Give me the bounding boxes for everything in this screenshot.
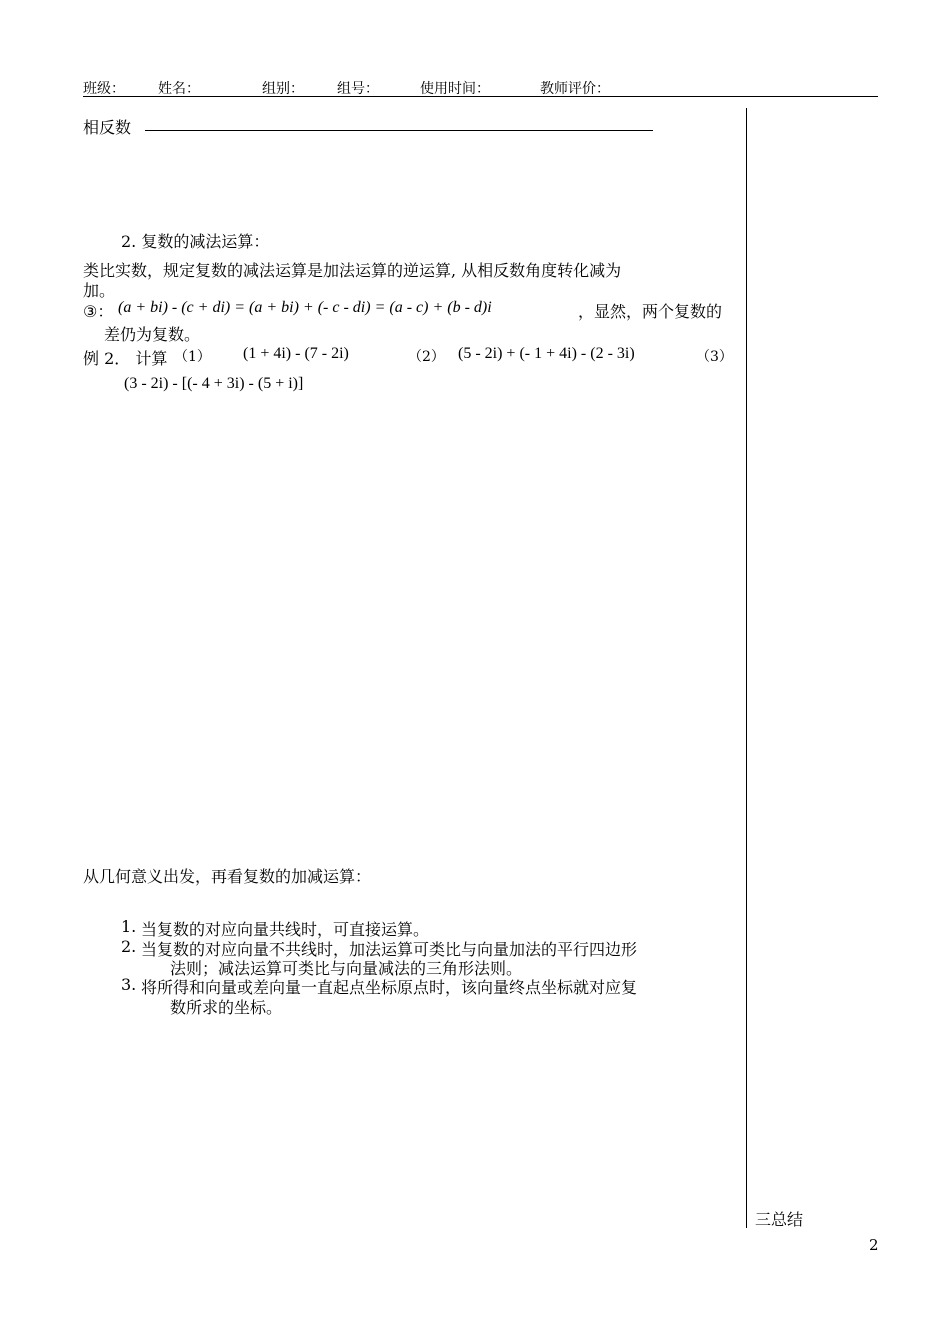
geometry-item3-continuation: 数所求的坐标。 xyxy=(170,998,283,1017)
subtraction-text-line3: 差仍为复数。 xyxy=(104,325,201,344)
example2-expression2: (5 - 2i) + (- 1 + 4i) - (2 - 3i) xyxy=(458,345,635,362)
geometry-item3-text: 将所得和向量或差向量一直起点坐标原点时，该向量终点坐标就对应复 xyxy=(141,978,638,997)
opposite-number-label: 相反数 xyxy=(83,118,132,137)
formula-prefix: ③： xyxy=(83,302,114,321)
example2-expression3: (3 - 2i) - [(- 4 + 3i) - (5 + i)] xyxy=(124,375,304,392)
fill-in-blank-line xyxy=(145,130,653,131)
usage-time-label: 使用时间： xyxy=(420,81,490,97)
teacher-evaluation-label: 教师评价： xyxy=(540,81,610,97)
formula-suffix: ，显然，两个复数的 xyxy=(578,302,723,321)
column-divider xyxy=(746,108,747,1228)
class-label: 班级： xyxy=(83,81,125,97)
geometry-item1-number: 1. xyxy=(121,917,137,936)
header-rule xyxy=(83,96,878,97)
geometry-item2-number: 2. xyxy=(121,937,137,956)
subtraction-section-title: 2. 复数的减法运算： xyxy=(121,232,270,251)
name-label: 姓名： xyxy=(158,81,200,97)
page-number: 2 xyxy=(869,1236,879,1254)
example2-part2-label: （2） xyxy=(408,349,445,365)
example2-expression1: (1 + 4i) - (7 - 2i) xyxy=(243,345,349,362)
example2-label: 例 2． 计算 xyxy=(83,349,168,368)
geometry-item1-text: 当复数的对应向量共线时，可直接运算。 xyxy=(141,920,430,939)
subtraction-formula: (a + bi) - (c + di) = (a + bi) + (- c - di) = (a - c) + (b - d)i xyxy=(118,299,492,316)
subtraction-text-line1: 类比实数，规定复数的减法运算是加法运算的逆运算, 从相反数角度转化减为 xyxy=(83,261,622,280)
geometry-item2-text: 当复数的对应向量不共线时，加法运算可类比与向量加法的平行四边形 xyxy=(141,940,638,959)
group-label: 组别： xyxy=(262,81,304,97)
summary-heading: 三总结 xyxy=(755,1210,804,1229)
geometry-intro: 从几何意义出发，再看复数的加减运算： xyxy=(83,867,372,886)
geometry-item3-number: 3. xyxy=(121,975,137,994)
geometry-item2-continuation: 法则；减法运算可类比与向量减法的三角形法则。 xyxy=(170,959,523,978)
group-number-label: 组号： xyxy=(337,81,379,97)
subtraction-text-line2: 加。 xyxy=(83,281,116,300)
example2-part1-label: （1） xyxy=(174,349,211,365)
example2-part3-label: （3） xyxy=(696,349,733,365)
